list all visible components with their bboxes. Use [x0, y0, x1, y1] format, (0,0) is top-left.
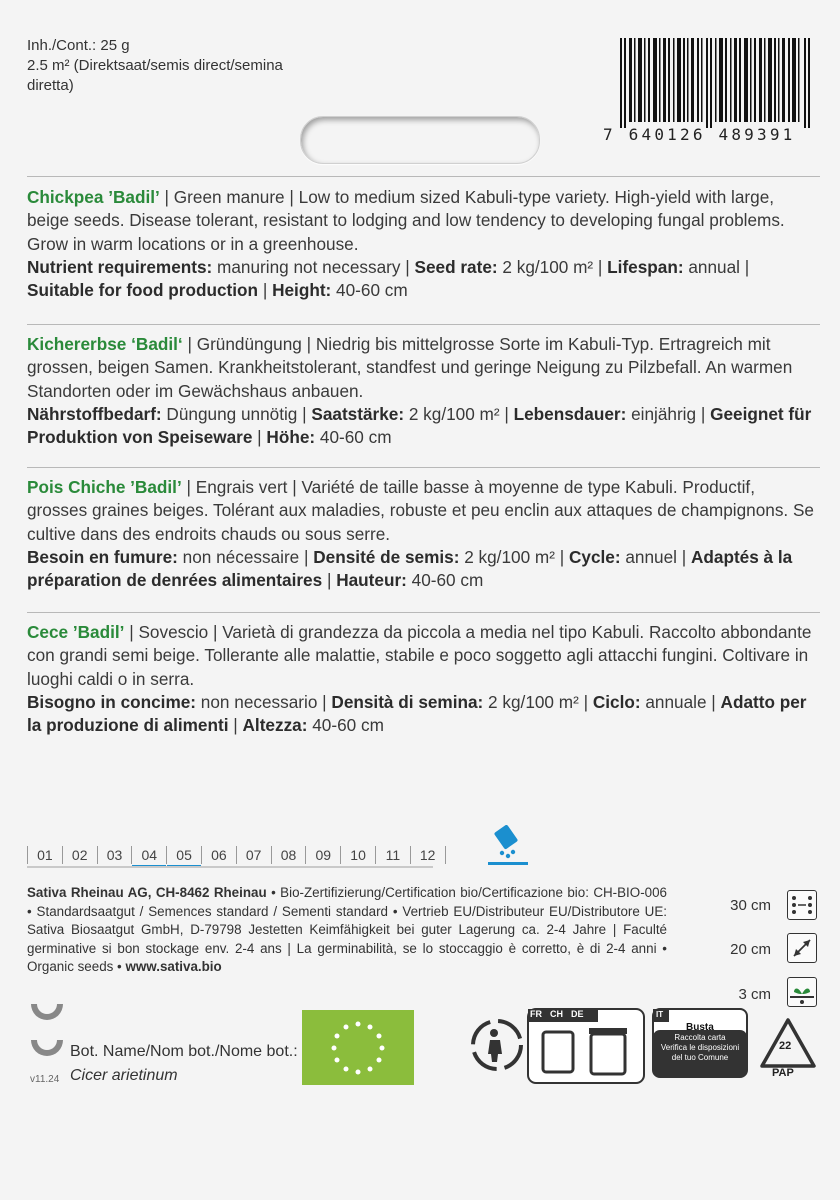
- property-key: Geeignet für Produktion von Speiseware: [27, 403, 812, 448]
- busta-text: [656, 1033, 744, 1063]
- busta-title: Busta: [686, 1022, 714, 1033]
- property-key: Adatto per la produzione di alimenti: [27, 691, 807, 736]
- country-codes: [530, 1009, 584, 1019]
- property-key: Nutrient requirements:: [27, 256, 213, 277]
- hang-hole: [300, 116, 540, 164]
- property-value: annuel |: [620, 546, 691, 567]
- separator: [27, 467, 820, 468]
- property-key: Saatstärke:: [311, 403, 405, 424]
- month-06: 06: [202, 846, 237, 864]
- sowing-packet-icon: [488, 825, 528, 867]
- calendar-baseline: [27, 866, 433, 868]
- month-10: 10: [341, 846, 376, 864]
- company-name: Sativa Rheinau AG, CH-8462 Rheinau: [27, 885, 267, 900]
- property-key: Nährstoffbedarf:: [27, 403, 162, 424]
- property-value: 40-60 cm: [406, 570, 484, 591]
- botanical-name-value: Cicer arietinum: [70, 1067, 178, 1084]
- legal-body: • Bio-Zertifizierung/Certification bio/Certificazione bio: CH-BIO-006 • Standardsaatgut / Semences standard / Sementi standard • Vertrieb EU/Distributeur EU/Distributore UE: Sativa Biosaatgut GmbH, D-79798 Jestetten Keimfähigkeit bei guter Lagerung ca. 2-4 Jahre | Faculté germinative si bon stockage env. 2-4 ans | La germinabilità, se lo stoccaggio è corretto, è di 2-4 anni • Organic seeds •: [27, 885, 667, 974]
- property-key: Bisogno in concime:: [27, 691, 197, 712]
- month-12: 12: [411, 846, 446, 864]
- property-value: |: [322, 570, 337, 591]
- busta-line: Raccolta carta: [674, 1033, 726, 1042]
- eu-organic-logo: [302, 1010, 414, 1085]
- description: | Green manure | Low to medium sized Kabuli-type variety. High-yield with large, beige seeds. Disease tolerant, resistant to lodging and low tendency to developing fungal problems. Grow in warm locations or in a greenhouse.: [27, 187, 785, 254]
- property-key: Lebensdauer:: [513, 403, 627, 424]
- sowing-depth-icon: [787, 977, 817, 1007]
- property-value: 2 kg/100 m² |: [483, 691, 593, 712]
- legal-text: [27, 884, 667, 977]
- row-spacing-value: 30 cm: [730, 897, 771, 914]
- separator: [27, 612, 820, 613]
- barcode-number: 7 640126 489391: [603, 125, 796, 144]
- variety-title: Pois Chiche ’Badil’: [27, 477, 182, 497]
- section-german: [27, 333, 817, 449]
- property-value: 40-60 cm: [307, 715, 384, 736]
- pap-number: 22: [779, 1040, 792, 1052]
- row-spacing-icon: [787, 890, 817, 920]
- busta-line: del tuo Comune: [671, 1053, 729, 1062]
- property-key: Lifespan:: [607, 256, 684, 277]
- property-value: |: [252, 427, 267, 448]
- property-value: |: [258, 280, 273, 301]
- section-english: [27, 186, 817, 302]
- month-08: 08: [272, 846, 307, 864]
- description: | Sovescio | Varietà di grandezza da piccola a media nel tipo Kabuli. Raccolto abbondante con grandi semi beige. Tollerante alle malattie, stabile e poco soggetto agli attacchi fungini. Coltivare in luoghi caldi o in serra.: [27, 622, 812, 689]
- plant-spacing-value: 20 cm: [730, 941, 771, 958]
- property-value: 40-60 cm: [315, 427, 392, 448]
- month-04: 04: [132, 846, 167, 864]
- month-03: 03: [98, 846, 133, 864]
- property-value: |: [228, 715, 243, 736]
- variety-title: Chickpea ’Badil’: [27, 187, 160, 207]
- contents-line: diretta): [27, 77, 74, 94]
- sowing-depth-value: 3 cm: [738, 986, 771, 1003]
- description: | Gründüngung | Niedrig bis mittelgrosse Sorte im Kabuli-Typ. Ertragreich mit grossen, beigen Samen. Krankheitstolerant, standfest und geringe Neigung zu Pilzbefall. An warmen Standorten oder im Gewächshaus anbauen.: [27, 334, 793, 401]
- botanical-name-label: Bot. Name/Nom bot./Nome bot.:: [70, 1043, 298, 1060]
- variety-title: Cece ’Badil’: [27, 622, 125, 642]
- website-link[interactable]: www.sativa.bio: [125, 959, 222, 974]
- property-value: 2 kg/100 m² |: [459, 546, 569, 567]
- property-key: Seed rate:: [414, 256, 498, 277]
- month-05: 05: [167, 846, 202, 864]
- tidyman-recycle-icon: [470, 1018, 525, 1073]
- property-key: Ciclo:: [592, 691, 641, 712]
- month-09: 09: [306, 846, 341, 864]
- busta-line: Verifica le disposizioni: [660, 1043, 740, 1052]
- month-11: 11: [376, 846, 411, 864]
- month-01: 01: [27, 846, 63, 864]
- contents-line: 2.5 m² (Direktsaat/semis direct/semina: [27, 57, 283, 74]
- triman-sorting-icon: [527, 1008, 645, 1084]
- property-value: 2 kg/100 m² |: [497, 256, 608, 277]
- pap-label: PAP: [772, 1067, 794, 1079]
- property-key: Densità di semina:: [331, 691, 484, 712]
- sowing-calendar: [27, 846, 446, 866]
- month-02: 02: [63, 846, 98, 864]
- month-07: 07: [237, 846, 272, 864]
- property-value: annual |: [683, 256, 750, 277]
- fold-marks-icon: [27, 1000, 67, 1070]
- property-value: einjährig |: [626, 403, 711, 424]
- property-value: annuale |: [640, 691, 721, 712]
- variety-title: Kichererbse ‘Badil‘: [27, 334, 183, 354]
- property-key: Densité de semis:: [313, 546, 460, 567]
- version-label: v11.24: [30, 1074, 60, 1085]
- country-fr: FR: [530, 1009, 542, 1019]
- property-value: non necessario |: [196, 691, 332, 712]
- plant-spacing-icon: [787, 933, 817, 963]
- property-key: Höhe:: [266, 427, 316, 448]
- property-value: 40-60 cm: [331, 280, 408, 301]
- separator: [27, 176, 820, 177]
- section-italian: [27, 621, 817, 737]
- property-key: Adaptés à la préparation de denrées alimentaires: [27, 546, 793, 591]
- country-ch: CH: [550, 1009, 563, 1019]
- italy-code: IT: [656, 1010, 664, 1019]
- property-key: Cycle:: [568, 546, 621, 567]
- property-value: 2 kg/100 m² |: [404, 403, 514, 424]
- property-value: non nécessaire |: [177, 546, 314, 567]
- separator: [27, 324, 820, 325]
- description: | Engrais vert | Variété de taille basse à moyenne de type Kabuli. Productif, grosses graines beiges. Tolérant aux maladies, robuste et peu enclin aux attaques de champignons. Se cultive dans des endroits chauds ou sous serre.: [27, 477, 814, 544]
- contents-line: Inh./Cont.: 25 g: [27, 37, 130, 54]
- property-key: Besoin en fumure:: [27, 546, 178, 567]
- country-de: DE: [571, 1009, 584, 1019]
- property-key: Hauteur:: [336, 570, 407, 591]
- barcode: [620, 38, 812, 128]
- property-key: Altezza:: [242, 715, 308, 736]
- property-value: manuring not necessary |: [212, 256, 415, 277]
- property-key: Height:: [272, 280, 332, 301]
- section-french: [27, 476, 817, 592]
- property-key: Suitable for food production: [27, 280, 259, 301]
- contents-info: [27, 36, 307, 96]
- property-value: Düngung unnötig |: [161, 403, 312, 424]
